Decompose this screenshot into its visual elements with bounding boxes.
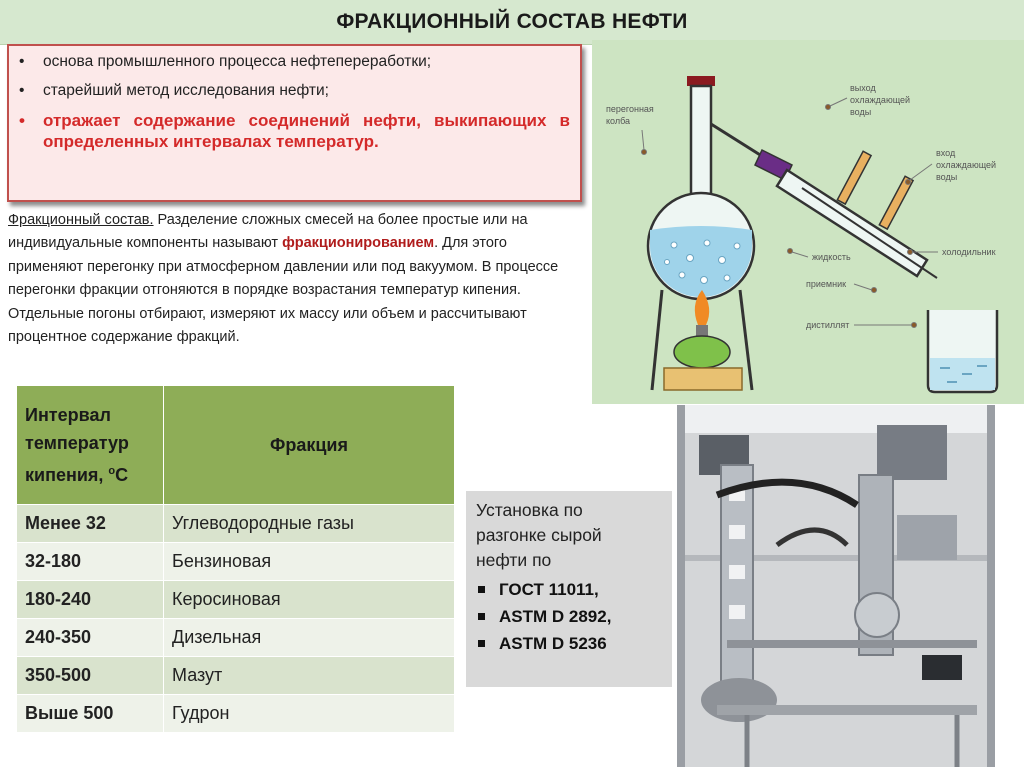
header-boiling-interval: Интервал температур кипения, $^o$С [17, 386, 164, 505]
standard-item: ASTM D 2892, [476, 603, 662, 630]
interval-cell: 180-240 [17, 581, 164, 619]
fractions-table [16, 385, 455, 733]
fraction-cell: Дизельная [164, 619, 455, 657]
definition-highlight: фракционированием [282, 235, 435, 252]
label-water-out-1: выход [850, 83, 876, 93]
distillation-installation-photo [677, 405, 995, 767]
receiver-beaker [928, 310, 997, 392]
label-receiver: приемник [806, 279, 847, 289]
definition-text-2: . Для этого применяют перегонку при атмосферном давлении или под вакуумом. В процессе перегонки фракции отгоняются в порядке возрастания температур кипения. Отдельные погоны отбирают, измеряют их массу или объем и рассчитывают процентное содержание фракций. [8, 235, 559, 346]
label-liquid: жидкость [812, 252, 851, 262]
label-distillate: дистиллят [806, 320, 850, 330]
label-flask-2: колба [606, 116, 631, 126]
installation-info-box [466, 491, 672, 687]
square-bullet-icon [478, 640, 485, 647]
fraction-cell: Бензиновая [164, 543, 455, 581]
bullet-marker: • [19, 111, 25, 130]
installation-intro: Установка по разгонке сырой нефти по [476, 500, 602, 570]
label-condenser: холодильник [942, 247, 996, 257]
interval-cell: 350-500 [17, 657, 164, 695]
interval-cell: Выше 500 [17, 695, 164, 733]
label-water-out-2: охлаждающей [850, 95, 911, 105]
standard-item: ASTM D 5236 [476, 630, 662, 657]
interval-cell: 240-350 [17, 619, 164, 657]
fraction-cell: Мазут [164, 657, 455, 695]
definition-text-1: Разделение сложных смесей на более простые или на индивидуальные компоненты называют [8, 212, 528, 252]
table-row [17, 619, 455, 657]
interval-cell: 32-180 [17, 543, 164, 581]
key-points-list [17, 52, 570, 152]
table-header-row [17, 386, 455, 505]
label-flask-1: перегонная [606, 104, 654, 114]
definition-paragraph [8, 209, 586, 349]
title-bar [0, 0, 1024, 45]
interval-cell: Менее 32 [17, 505, 164, 543]
key-point-oldest-method: • старейший метод исследования нефти; [19, 82, 329, 99]
bullet-marker: • [19, 82, 25, 99]
table-row [17, 695, 455, 733]
table-row [17, 657, 455, 695]
label-water-out-3: воды [850, 107, 872, 117]
key-point-reflects-content: • отражает содержание соединений нефти, выкипающих в определенных интервалах температур. [19, 111, 570, 151]
fraction-cell: Гудрон [164, 695, 455, 733]
bullet-marker: • [19, 53, 25, 70]
definition-term: Фракционный состав. [8, 212, 154, 228]
table-row [17, 505, 455, 543]
label-water-in-1: вход [936, 148, 956, 158]
header-fraction: Фракция [164, 386, 455, 505]
table-row [17, 543, 455, 581]
key-points-box [7, 44, 582, 202]
label-water-in-2: охлаждающей [936, 160, 997, 170]
fraction-cell: Керосиновая [164, 581, 455, 619]
standards-list [476, 576, 662, 657]
table-row [17, 581, 455, 619]
key-point-industrial: • основа промышленного процесса нефтепереработки; [19, 53, 432, 70]
page-title: ФРАКЦИОННЫЙ СОСТАВ НЕФТИ [336, 10, 688, 33]
label-water-in-3: воды [936, 172, 958, 182]
standard-item: ГОСТ 11011, [476, 576, 662, 603]
distillation-diagram [592, 40, 1024, 404]
square-bullet-icon [478, 586, 485, 593]
fraction-cell: Углеводородные газы [164, 505, 455, 543]
square-bullet-icon [478, 613, 485, 620]
